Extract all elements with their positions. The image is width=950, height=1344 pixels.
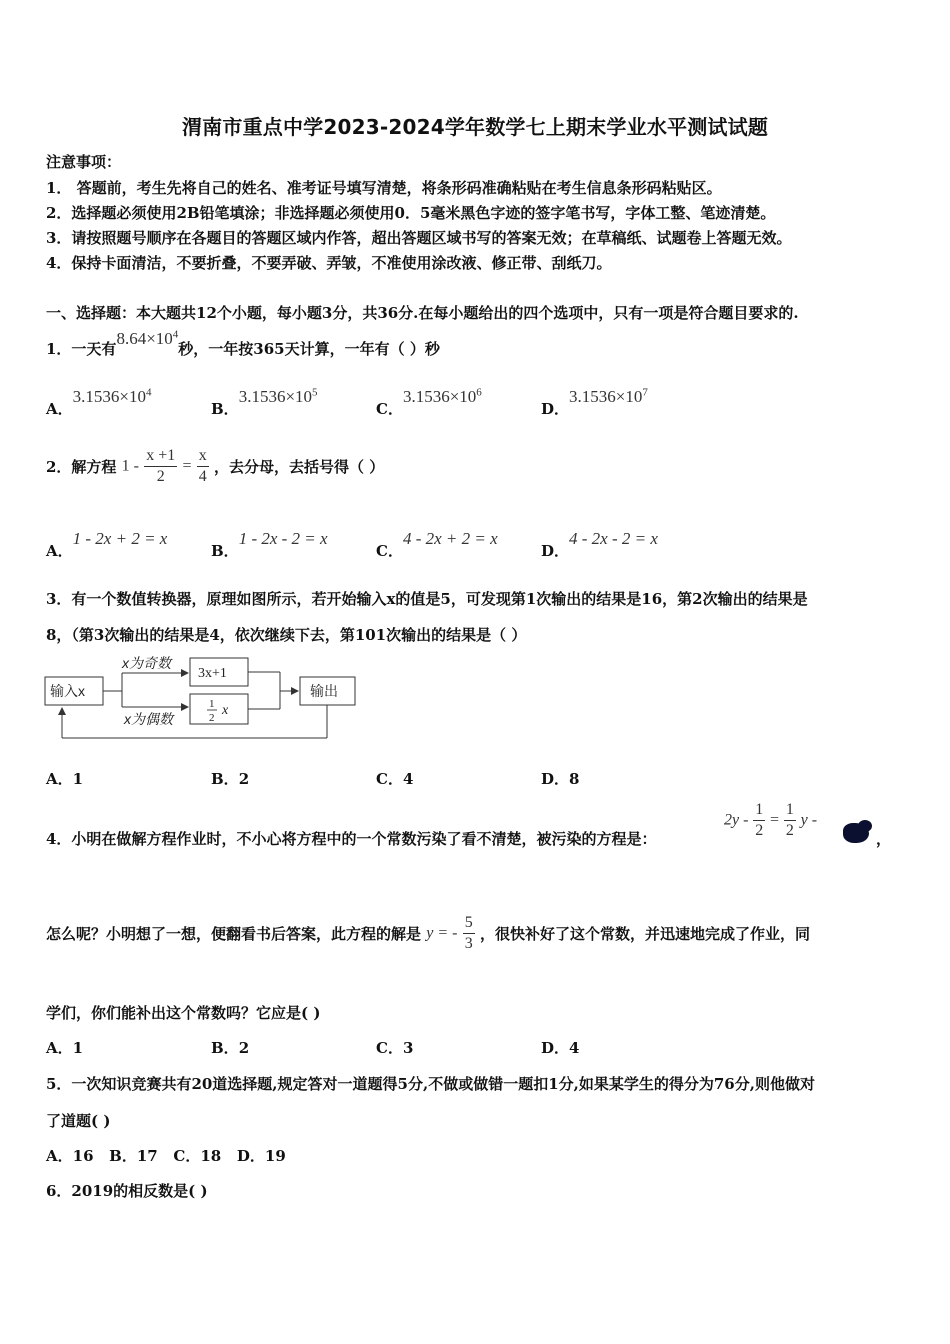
fraction-numerator: 1 [784,800,796,821]
q1-option-c[interactable] [376,386,482,418]
option-label: D． [541,400,570,418]
q4-option-a[interactable] [46,1037,83,1058]
option-label: A． [46,1039,73,1057]
q4-equation [724,800,817,841]
eq-part-a: 2y - [724,811,749,829]
fraction-denominator: 3 [464,935,473,952]
q4-option-d[interactable] [541,1037,579,1058]
op-even-var: x [222,703,229,718]
q1-math [116,329,178,348]
option-exp: 7 [642,386,648,399]
q2-text-post: ，去分母，去括号得（ ） [214,458,385,476]
q3-line-2: 8，（第3次输出的结果是4，依次继续下去，第101次输出的结果是（ ） [46,626,527,644]
q5-line-1: 5．一次知识竞赛共有20道选择题,规定答对一道题得5分,不做或做错一题扣1分,如果某学生的得分为76分,则他做对 [46,1075,815,1093]
converter-diagram [40,652,370,747]
eq-fraction-2 [784,800,796,841]
fraction-numerator: x +1 [144,446,177,467]
option-value: 4 [569,1039,580,1057]
fraction-denominator: 2 [156,468,165,485]
option-label: B． [211,542,239,560]
op-even-num: 1 [209,698,215,710]
option-exp: 5 [312,386,318,399]
option-value: 1 [72,770,84,788]
option-base: 3.1536×10 [238,387,313,406]
q1-text-pre: 1．一天有 [46,340,117,358]
q2-equals: = [182,457,192,475]
option-expr: 4 - 2x - 2 = x [569,529,658,548]
option-value: 2 [238,1039,250,1057]
q1-text-post: 秒，一年按365天计算，一年有（ ）秒 [178,340,440,358]
option-value: 2 [238,770,250,788]
option-label: D． [541,542,570,560]
option-label: C． [376,542,403,560]
fraction-denominator: 2 [755,822,764,839]
option-label: C． [376,400,403,418]
q1-option-d[interactable] [541,386,648,418]
question-1 [46,328,440,359]
notice-item-2: 2．选择题必须使用2B铅笔填涂；非选择题必须使用0．5毫米黑色字迹的签字笔书写，字体工整、笔迹清楚。 [46,204,776,222]
odd-label: x为奇数 [122,655,171,671]
option-math [73,387,152,406]
op-odd-label: 3x+1 [198,666,227,681]
option-label: D． [541,770,570,788]
option-value: 4 [402,770,414,788]
q2-option-a[interactable] [46,528,168,560]
q2-lead: 1 - [121,457,139,475]
option-label: A． [46,770,73,788]
notice-item-4: 4．保持卡面清洁，不要折叠，不要弄破、弄皱，不准使用涂改液、修正带、刮纸刀。 [46,254,612,272]
option-value: 1 [72,1039,84,1057]
option-exp: 4 [145,386,152,399]
option-math [403,387,482,406]
option-expr: 4 - 2x + 2 = x [402,529,498,548]
output-label: 输出 [310,683,338,699]
option-label: C． [376,1039,403,1057]
q4-line-2-post: ，很快补好了这个常数，并迅速地完成了作业，同 [479,925,810,943]
q5-options[interactable]: A．16 B．17 C．18 D．19 [46,1147,286,1165]
option-label: B． [211,400,239,418]
option-label: D． [541,1039,570,1057]
op-even-box [190,694,248,724]
option-exp: 6 [476,386,482,399]
q3-option-b[interactable] [211,768,249,789]
eq-equals: = [770,811,780,829]
q3-option-a[interactable] [46,768,83,789]
q1-math-base: 8.64×10 [116,329,173,348]
eq-part-b: y - [800,811,818,829]
option-label: A． [46,542,73,560]
option-expr: 1 - 2x + 2 = x [72,529,168,548]
option-label: B． [211,1039,239,1057]
q1-option-b[interactable] [211,386,318,418]
question-2 [46,446,384,487]
option-expr: 1 - 2x - 2 = x [238,529,328,548]
option-math [569,387,648,406]
q5-line-2: 了道题( ) [46,1112,111,1130]
option-base: 3.1536×10 [569,387,643,406]
q4-option-b[interactable] [211,1037,249,1058]
q2-option-b[interactable] [211,528,328,560]
solution-fraction [463,913,475,954]
q3-option-c[interactable] [376,768,413,789]
option-label: C． [376,770,403,788]
solution-lhs: y = - [426,924,458,942]
fraction-numerator: 5 [463,913,475,934]
q2-fraction-2 [197,446,209,487]
q1-option-a[interactable] [46,386,152,418]
q4-line-1: 4．小明在做解方程作业时，不小心将方程中的一个常数污染了看不清楚，被污染的方程是： [46,830,657,848]
notice-heading: 注意事项： [46,153,122,171]
even-label: x为偶数 [124,711,173,727]
fraction-denominator: 2 [785,822,794,839]
eq-fraction-1 [753,800,765,841]
q4-comma: ， [876,830,892,848]
q2-text-pre: 2．解方程 [46,458,117,476]
fraction-numerator: 1 [753,800,765,821]
q2-option-d[interactable] [541,528,658,560]
option-base: 3.1536×10 [402,387,477,406]
q2-option-c[interactable] [376,528,498,560]
option-base: 3.1536×10 [72,387,146,406]
q2-fraction-1 [144,446,177,487]
option-label: B． [211,770,239,788]
q3-line-1: 3．有一个数值转换器，原理如图所示，若开始输入x的值是5，可发现第1次输出的结果是16，第2次输出的结果是 [46,590,808,608]
notice-item-1: 1． 答题前，考生先将自己的姓名、准考证号填写清楚，将条形码准确粘贴在考生信息条形码粘贴区。 [46,179,722,197]
option-value: 8 [569,770,580,788]
q4-line-2-pre: 怎么呢？小明想了一想，便翻看书后答案，此方程的解是 [46,925,422,943]
notice-item-3: 3．请按照题号顺序在各题目的答题区域内作答，超出答题区域书写的答案无效；在草稿纸、试题卷上答题无效。 [46,229,792,247]
fraction-denominator: 4 [198,468,207,485]
q1-math-exp: 4 [172,328,179,341]
q4-line-3: 学们，你们能补出这个常数吗？它应是( ) [46,1004,321,1022]
input-label: 输入x [50,683,85,699]
ink-smudge-icon [858,820,872,832]
q6-line-1: 6．2019的相反数是( ) [46,1182,208,1200]
fraction-numerator: x [197,446,209,467]
q3-option-d[interactable] [541,768,579,789]
page-title: 渭南市重点中学2023-2024学年数学七上期末学业水平测试试题 [181,115,769,139]
option-math [239,387,318,406]
option-label: A． [46,400,73,418]
op-even-den: 2 [209,712,215,724]
option-value: 3 [402,1039,414,1057]
q4-option-c[interactable] [376,1037,413,1058]
q4-line-2 [46,913,810,954]
section-heading: 一、选择题：本大题共12个小题，每小题3分，共36分.在每小题给出的四个选项中，只有一项是符合题目要求的. [46,304,799,322]
